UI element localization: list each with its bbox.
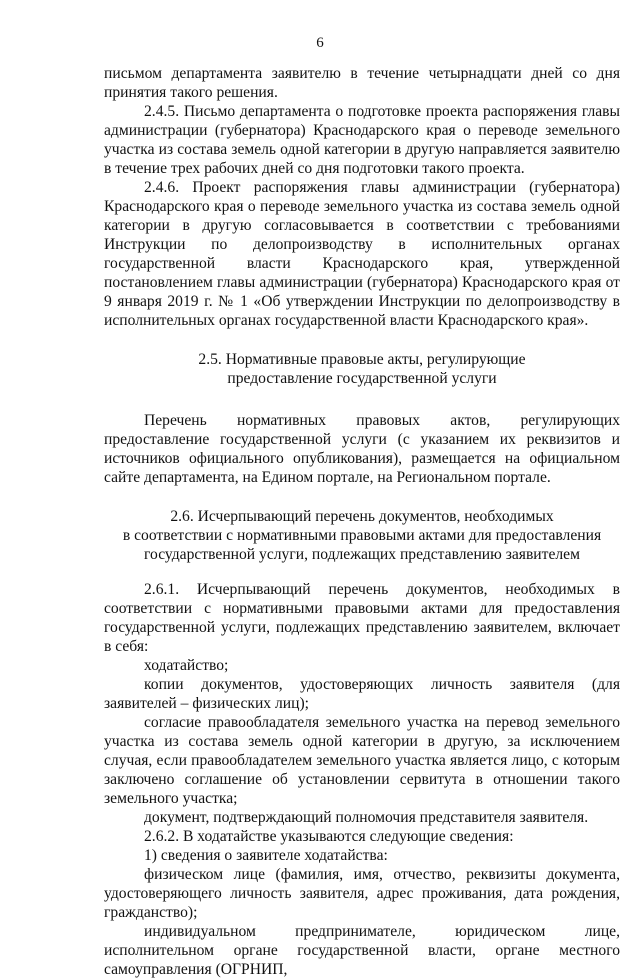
document-body — [104, 64, 620, 979]
paragraph-2-4-5: 2.4.5. Письмо департамента о подготовке проекта распоряжения главы администрации (губернатора) Краснодарского края о переводе земельного участка из состава земель одной категории в другую направляется заявителю в течение трех рабочих дней со дня подготовки такого проекта. — [104, 103, 620, 177]
list-item: индивидуальном предпринимателе, юридическом лице, исполнительном органе государственной власти, органе местного самоуправления (ОГРНИП, — [104, 923, 620, 978]
list-item: согласие правообладателя земельного участка на перевод земельного участка из состава земель одной категории в другую, за исключением случая, если правообладателем земельного участка является лицо, с которым заключено соглашение об установлении сервитута в отношении такого земельного участка; — [104, 714, 620, 807]
heading-line: предоставление государственной услуги — [227, 370, 497, 387]
paragraph-2-5-body: Перечень нормативных правовых актов, регулирующих предоставление государственной услуги (с указанием их реквизитов и источников официального опубликования), размещается на официальном сайте департамента, на Едином портале, на Региональном портале. — [104, 412, 620, 486]
paragraph-2-4-6: 2.4.6. Проект распоряжения главы администрации (губернатора) Краснодарского края о переводе земельного участка из состава земель одной категории в другую согласовывается в соответствии с требованиями Инструкции по делопроизводству в исполнительных органах государственной власти Краснодарского края, утвержденной постановлением главы администрации (губернатора) Краснодарского края от 9 января 2019 г. № 1 «Об утверждении Инструкции по делопроизводству в исполнительных органах государственной власти Краснодарского края». — [104, 179, 620, 329]
heading-line: государственной услуги, подлежащих представлению заявителем — [144, 546, 580, 563]
list-item: ходатайство; — [144, 657, 229, 674]
paragraph-2-6-1: 2.6.1. Исчерпывающий перечень документов, необходимых в соответствии с нормативными правовыми актами для предоставления государственной услуги, подлежащих представлению заявителем, включает в себя: — [104, 581, 620, 655]
heading-line: 2.5. Нормативные правовые акты, регулирующие — [198, 351, 526, 368]
section-heading-2-5 — [104, 350, 620, 388]
section-heading-2-6 — [104, 507, 620, 564]
paragraph-continuation: письмом департамента заявителю в течение четырнадцати дней со дня принятия такого решения. — [104, 65, 620, 101]
page-number: 6 — [316, 35, 324, 51]
heading-line: 2.6. Исчерпывающий перечень документов, необходимых — [170, 508, 554, 525]
heading-line: в соответствии с нормативными правовыми актами для предоставления — [122, 527, 602, 544]
list-item: физическом лице (фамилия, имя, отчество, реквизиты документа, удостоверяющего личность заявителя, адрес проживания, дата рождения, гражданство); — [104, 866, 620, 921]
list-item: копии документов, удостоверяющих личность заявителя (для заявителей – физических лиц); — [104, 676, 620, 712]
list-item: документ, подтверждающий полномочия представителя заявителя. — [144, 809, 589, 826]
paragraph-2-6-2: 2.6.2. В ходатайстве указываются следующие сведения: — [144, 828, 514, 845]
list-item: 1) сведения о заявителе ходатайства: — [144, 847, 388, 864]
